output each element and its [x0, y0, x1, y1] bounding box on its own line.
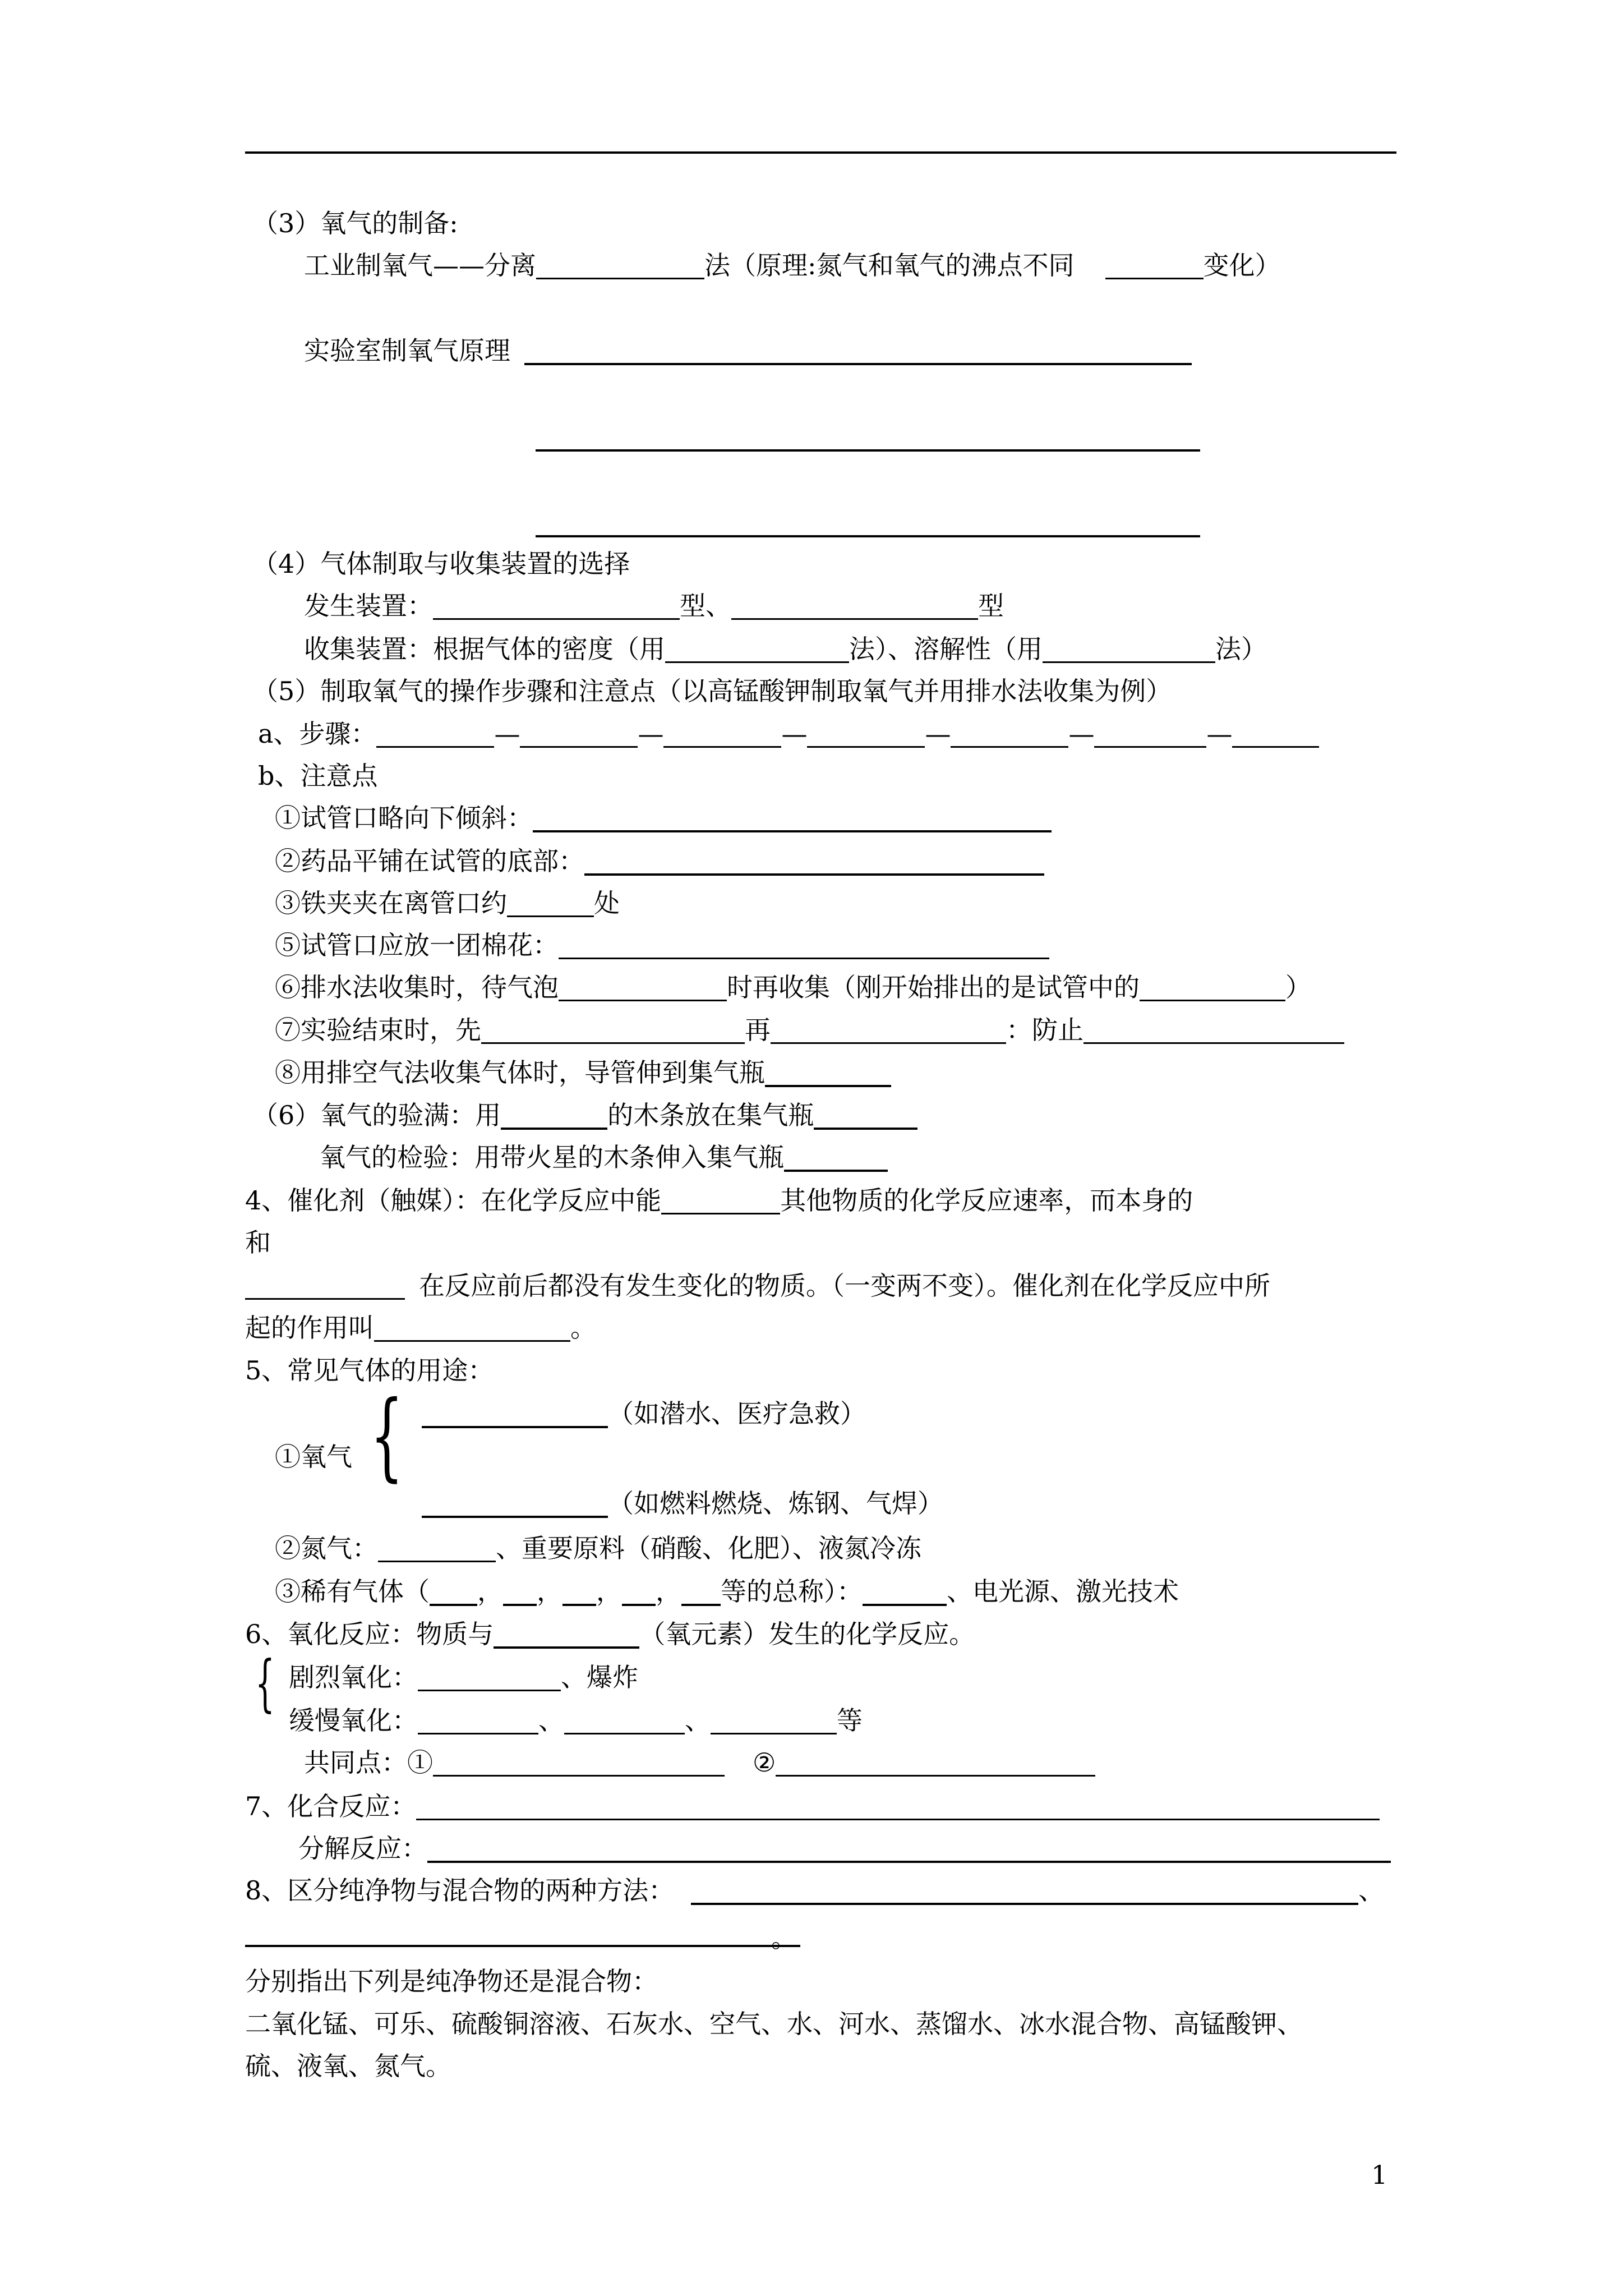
slow-oxidation: 缓慢氧化： 、 、 等 — [289, 1704, 863, 1737]
blank[interactable] — [501, 1098, 607, 1130]
blank[interactable] — [863, 1575, 947, 1606]
lab-oxygen-line: 实验室制氧气原理 — [304, 334, 1192, 367]
period: 。 — [771, 1923, 797, 1953]
left-brace-icon: { — [255, 1647, 275, 1719]
blank[interactable] — [427, 1832, 1391, 1863]
blank[interactable] — [584, 844, 1044, 876]
section-4-title: （4）气体制取与收集装置的选择 — [252, 549, 630, 579]
steps-line: a、步骤： — — — — — — — [258, 717, 1319, 751]
blank[interactable] — [433, 1746, 725, 1777]
blank[interactable] — [433, 589, 680, 620]
blank[interactable] — [562, 1575, 596, 1606]
catalyst-line-1: 4、催化剂（触媒）：在化学反应中能 其他物质的化学反应速率，而本身的 — [245, 1184, 1193, 1217]
blank[interactable] — [418, 1660, 561, 1691]
blank-line[interactable] — [536, 449, 1200, 452]
note-3: ③铁夹夹在离管口约 处 — [275, 886, 620, 920]
blank[interactable] — [776, 1746, 1095, 1777]
note-6: ⑥排水法收集时，待气泡 时再收集（刚开始排出的是试管中的 ） — [275, 970, 1311, 1004]
blank[interactable] — [663, 717, 781, 748]
note-7: ⑦实验结束时，先 再 ：防止 — [275, 1013, 1344, 1047]
blank[interactable] — [507, 886, 594, 917]
blank[interactable] — [418, 1704, 538, 1734]
note-8: ⑧用排空气法收集气体时，导管伸到集气瓶 — [275, 1056, 891, 1089]
blank[interactable] — [1094, 717, 1206, 748]
blank[interactable] — [807, 717, 925, 748]
decomposition-reaction: 分解反应： — [298, 1832, 1391, 1865]
note-5: ⑤试管口应放一团棉花： — [275, 928, 1049, 962]
blank[interactable] — [422, 1397, 608, 1428]
blank[interactable] — [665, 632, 849, 663]
blank[interactable] — [245, 1916, 800, 1947]
blank[interactable] — [661, 1184, 780, 1214]
oxygen-full-check: （6）氧气的验满：用 的木条放在集气瓶 — [252, 1098, 917, 1132]
oxygen-label: ①氧气 — [275, 1442, 352, 1472]
industrial-oxygen-line: 工业制氧气——分离 法（原理:氮气和氧气的沸点不同 变化） — [304, 249, 1281, 282]
exercise-list-2: 硫、液氧、氮气。 — [245, 2051, 451, 2081]
note-2: ②药品平铺在试管的底部： — [275, 844, 1044, 878]
blank[interactable] — [494, 1617, 639, 1649]
left-brace-icon: { — [370, 1381, 404, 1492]
blank[interactable] — [559, 970, 727, 1001]
page-number: 1 — [1371, 2160, 1388, 2190]
oxygen-use-1: （如潜水、医疗急救） — [422, 1397, 866, 1430]
blank[interactable] — [951, 717, 1068, 748]
distinguish-methods-2 — [245, 1916, 800, 1949]
blank[interactable] — [765, 1056, 891, 1087]
blank[interactable] — [481, 1013, 745, 1044]
catalyst-line-3: 在反应前后都没有发生变化的物质。（一变两不变）。催化剂在化学反应中所 — [245, 1269, 1270, 1303]
blank[interactable] — [1105, 249, 1204, 279]
blank[interactable] — [503, 1575, 537, 1606]
exercise-list-1: 二氧化锰、可乐、硫酸铜溶液、石灰水、空气、水、河水、蒸馏水、冰水混合物、高锰酸钾、 — [245, 2009, 1303, 2039]
combination-reaction: 7、化合反应： — [245, 1789, 1380, 1823]
blank[interactable] — [524, 334, 1192, 365]
blank[interactable] — [691, 1874, 1358, 1905]
collector-line: 收集装置：根据气体的密度（用 法）、溶解性（用 法） — [304, 632, 1267, 666]
blank[interactable] — [376, 717, 494, 748]
blank[interactable] — [416, 1789, 1380, 1820]
oxygen-use-2: （如燃料燃烧、炼钢、气焊） — [422, 1487, 943, 1520]
blank[interactable] — [536, 249, 704, 279]
section-3-title: （3）氧气的制备: — [252, 208, 458, 238]
blank[interactable] — [520, 717, 638, 748]
blank[interactable] — [1043, 632, 1215, 663]
blank[interactable] — [814, 1098, 917, 1130]
blank[interactable] — [378, 1531, 496, 1562]
blank[interactable] — [1232, 717, 1319, 748]
catalyst-line-2: 和 — [245, 1227, 271, 1258]
blank[interactable] — [1083, 1013, 1344, 1044]
oxidation-common: 共同点：① ② — [304, 1746, 1095, 1779]
gas-uses-title: 5、常见气体的用途： — [245, 1355, 494, 1386]
blank[interactable] — [374, 1311, 570, 1342]
blank[interactable] — [784, 1140, 888, 1172]
distinguish-methods: 8、区分纯净物与混合物的两种方法： 、 — [245, 1874, 1384, 1907]
oxygen-test: 氧气的检验：用带火星的木条伸入集气瓶 — [320, 1140, 888, 1174]
blank[interactable] — [681, 1575, 721, 1606]
blank[interactable] — [1140, 970, 1285, 1001]
nitrogen-use: ②氮气： 、重要原料（硝酸、化肥）、液氮冷冻 — [275, 1531, 921, 1565]
blank-line[interactable] — [536, 535, 1200, 537]
blank[interactable] — [564, 1704, 685, 1734]
note-1: ①试管口略向下倾斜： — [275, 801, 1052, 835]
exercise-prompt: 分别指出下列是纯净物还是混合物： — [245, 1966, 658, 1996]
blank[interactable] — [731, 589, 978, 620]
blank[interactable] — [245, 1269, 405, 1300]
blank[interactable] — [711, 1704, 837, 1734]
notes-label: b、注意点 — [258, 761, 378, 791]
rare-gas-use: ③稀有气体（ ， ， ， ， 等的总称）： 、电光源、激光技术 — [275, 1575, 1179, 1608]
blank[interactable] — [559, 928, 1049, 959]
blank[interactable] — [422, 1487, 608, 1518]
blank[interactable] — [430, 1575, 477, 1606]
blank[interactable] — [771, 1013, 1006, 1044]
blank[interactable] — [622, 1575, 656, 1606]
oxidation-definition: 6、氧化反应：物质与 （氧元素）发生的化学反应。 — [245, 1617, 975, 1651]
blank[interactable] — [533, 801, 1052, 832]
header-rule — [245, 151, 1396, 154]
generator-line: 发生装置： 型、 型 — [304, 589, 1004, 623]
catalyst-line-4: 起的作用叫 。 — [245, 1311, 596, 1345]
violent-oxidation: 剧烈氧化： 、爆炸 — [289, 1660, 638, 1694]
section-5-title: （5）制取氧气的操作步骤和注意点（以高锰酸钾制取氧气并用排水法收集为例） — [252, 676, 1172, 706]
